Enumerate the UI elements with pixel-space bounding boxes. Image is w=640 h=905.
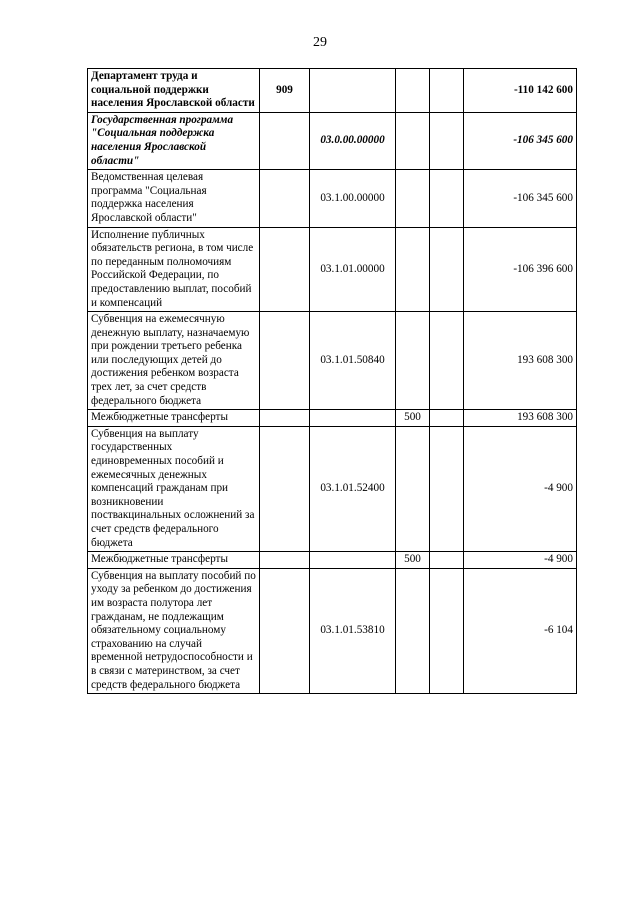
table-row bbox=[88, 69, 577, 113]
row-empty-cell bbox=[430, 568, 464, 693]
row-amount-cell: -106 345 600 bbox=[464, 170, 577, 227]
row-amount-cell: -110 142 600 bbox=[464, 69, 577, 113]
row-ministry-cell bbox=[260, 568, 310, 693]
row-code-cell: 03.0.00.00000 bbox=[310, 112, 396, 169]
row-expense-type-cell bbox=[396, 568, 430, 693]
row-empty-cell bbox=[430, 410, 464, 427]
row-code-cell bbox=[310, 410, 396, 427]
row-expense-type-cell bbox=[396, 426, 430, 551]
row-ministry-cell bbox=[260, 227, 310, 312]
table-row bbox=[88, 568, 577, 693]
row-empty-cell bbox=[430, 552, 464, 569]
row-code-cell: 03.1.00.00000 bbox=[310, 170, 396, 227]
row-amount-cell: 193 608 300 bbox=[464, 410, 577, 427]
table-row bbox=[88, 227, 577, 312]
row-code-cell bbox=[310, 552, 396, 569]
row-empty-cell bbox=[430, 69, 464, 113]
row-ministry-cell bbox=[260, 410, 310, 427]
row-name-cell: Исполнение публичных обязательств региона, в том числе по переданным полномочиям Российской Федерации, по предоставлению выплат, пособий и компенсаций bbox=[88, 227, 260, 312]
row-name-cell: Субвенция на ежемесячную денежную выплату, назначаемую при рождении третьего ребенка или последующих детей до достижения ребенком возраста трех лет, за счет средств федерального бюджета bbox=[88, 312, 260, 410]
row-name-cell: Межбюджетные трансферты bbox=[88, 552, 260, 569]
table-row bbox=[88, 170, 577, 227]
row-ministry-cell bbox=[260, 312, 310, 410]
row-name-cell: Ведомственная целевая программа "Социальная поддержка населения Ярославской области" bbox=[88, 170, 260, 227]
row-ministry-cell bbox=[260, 170, 310, 227]
table-row bbox=[88, 112, 577, 169]
row-expense-type-cell: 500 bbox=[396, 552, 430, 569]
row-name-cell: Субвенция на выплату государственных единовременных пособий и ежемесячных денежных компенсаций гражданам при возникновении поствакцинальных осложнений за счет средств федерального бюджета bbox=[88, 426, 260, 551]
budget-table-body bbox=[88, 69, 577, 694]
row-amount-cell: -4 900 bbox=[464, 426, 577, 551]
row-amount-cell: 193 608 300 bbox=[464, 312, 577, 410]
row-name-cell: Межбюджетные трансферты bbox=[88, 410, 260, 427]
row-empty-cell bbox=[430, 426, 464, 551]
row-name-cell: Департамент труда и социальной поддержки населения Ярославской области bbox=[88, 69, 260, 113]
row-name-cell: Государственная программа "Социальная поддержка населения Ярославской области" bbox=[88, 112, 260, 169]
row-empty-cell bbox=[430, 312, 464, 410]
row-code-cell: 03.1.01.00000 bbox=[310, 227, 396, 312]
table-row bbox=[88, 552, 577, 569]
row-expense-type-cell bbox=[396, 112, 430, 169]
row-code-cell: 03.1.01.52400 bbox=[310, 426, 396, 551]
row-expense-type-cell bbox=[396, 312, 430, 410]
row-name-cell: Субвенция на выплату пособий по уходу за ребенком до достижения им возраста полутора лет гражданам, не подлежащим обязательному социальному страхованию на случай временной нетрудоспособности и в связи с материнством, за счет средств федерального бюджета bbox=[88, 568, 260, 693]
row-empty-cell bbox=[430, 112, 464, 169]
table-row bbox=[88, 312, 577, 410]
row-expense-type-cell bbox=[396, 227, 430, 312]
budget-table bbox=[87, 68, 577, 694]
row-code-cell: 03.1.01.53810 bbox=[310, 568, 396, 693]
row-amount-cell: -4 900 bbox=[464, 552, 577, 569]
row-ministry-cell bbox=[260, 552, 310, 569]
row-code-cell bbox=[310, 69, 396, 113]
page-number: 29 bbox=[313, 35, 327, 50]
table-row bbox=[88, 426, 577, 551]
row-expense-type-cell bbox=[396, 69, 430, 113]
row-ministry-cell bbox=[260, 426, 310, 551]
row-expense-type-cell bbox=[396, 170, 430, 227]
row-code-cell: 03.1.01.50840 bbox=[310, 312, 396, 410]
row-ministry-cell: 909 bbox=[260, 69, 310, 113]
row-amount-cell: -106 396 600 bbox=[464, 227, 577, 312]
row-amount-cell: -6 104 bbox=[464, 568, 577, 693]
row-expense-type-cell: 500 bbox=[396, 410, 430, 427]
row-amount-cell: -106 345 600 bbox=[464, 112, 577, 169]
row-ministry-cell bbox=[260, 112, 310, 169]
table-row bbox=[88, 410, 577, 427]
row-empty-cell bbox=[430, 170, 464, 227]
row-empty-cell bbox=[430, 227, 464, 312]
